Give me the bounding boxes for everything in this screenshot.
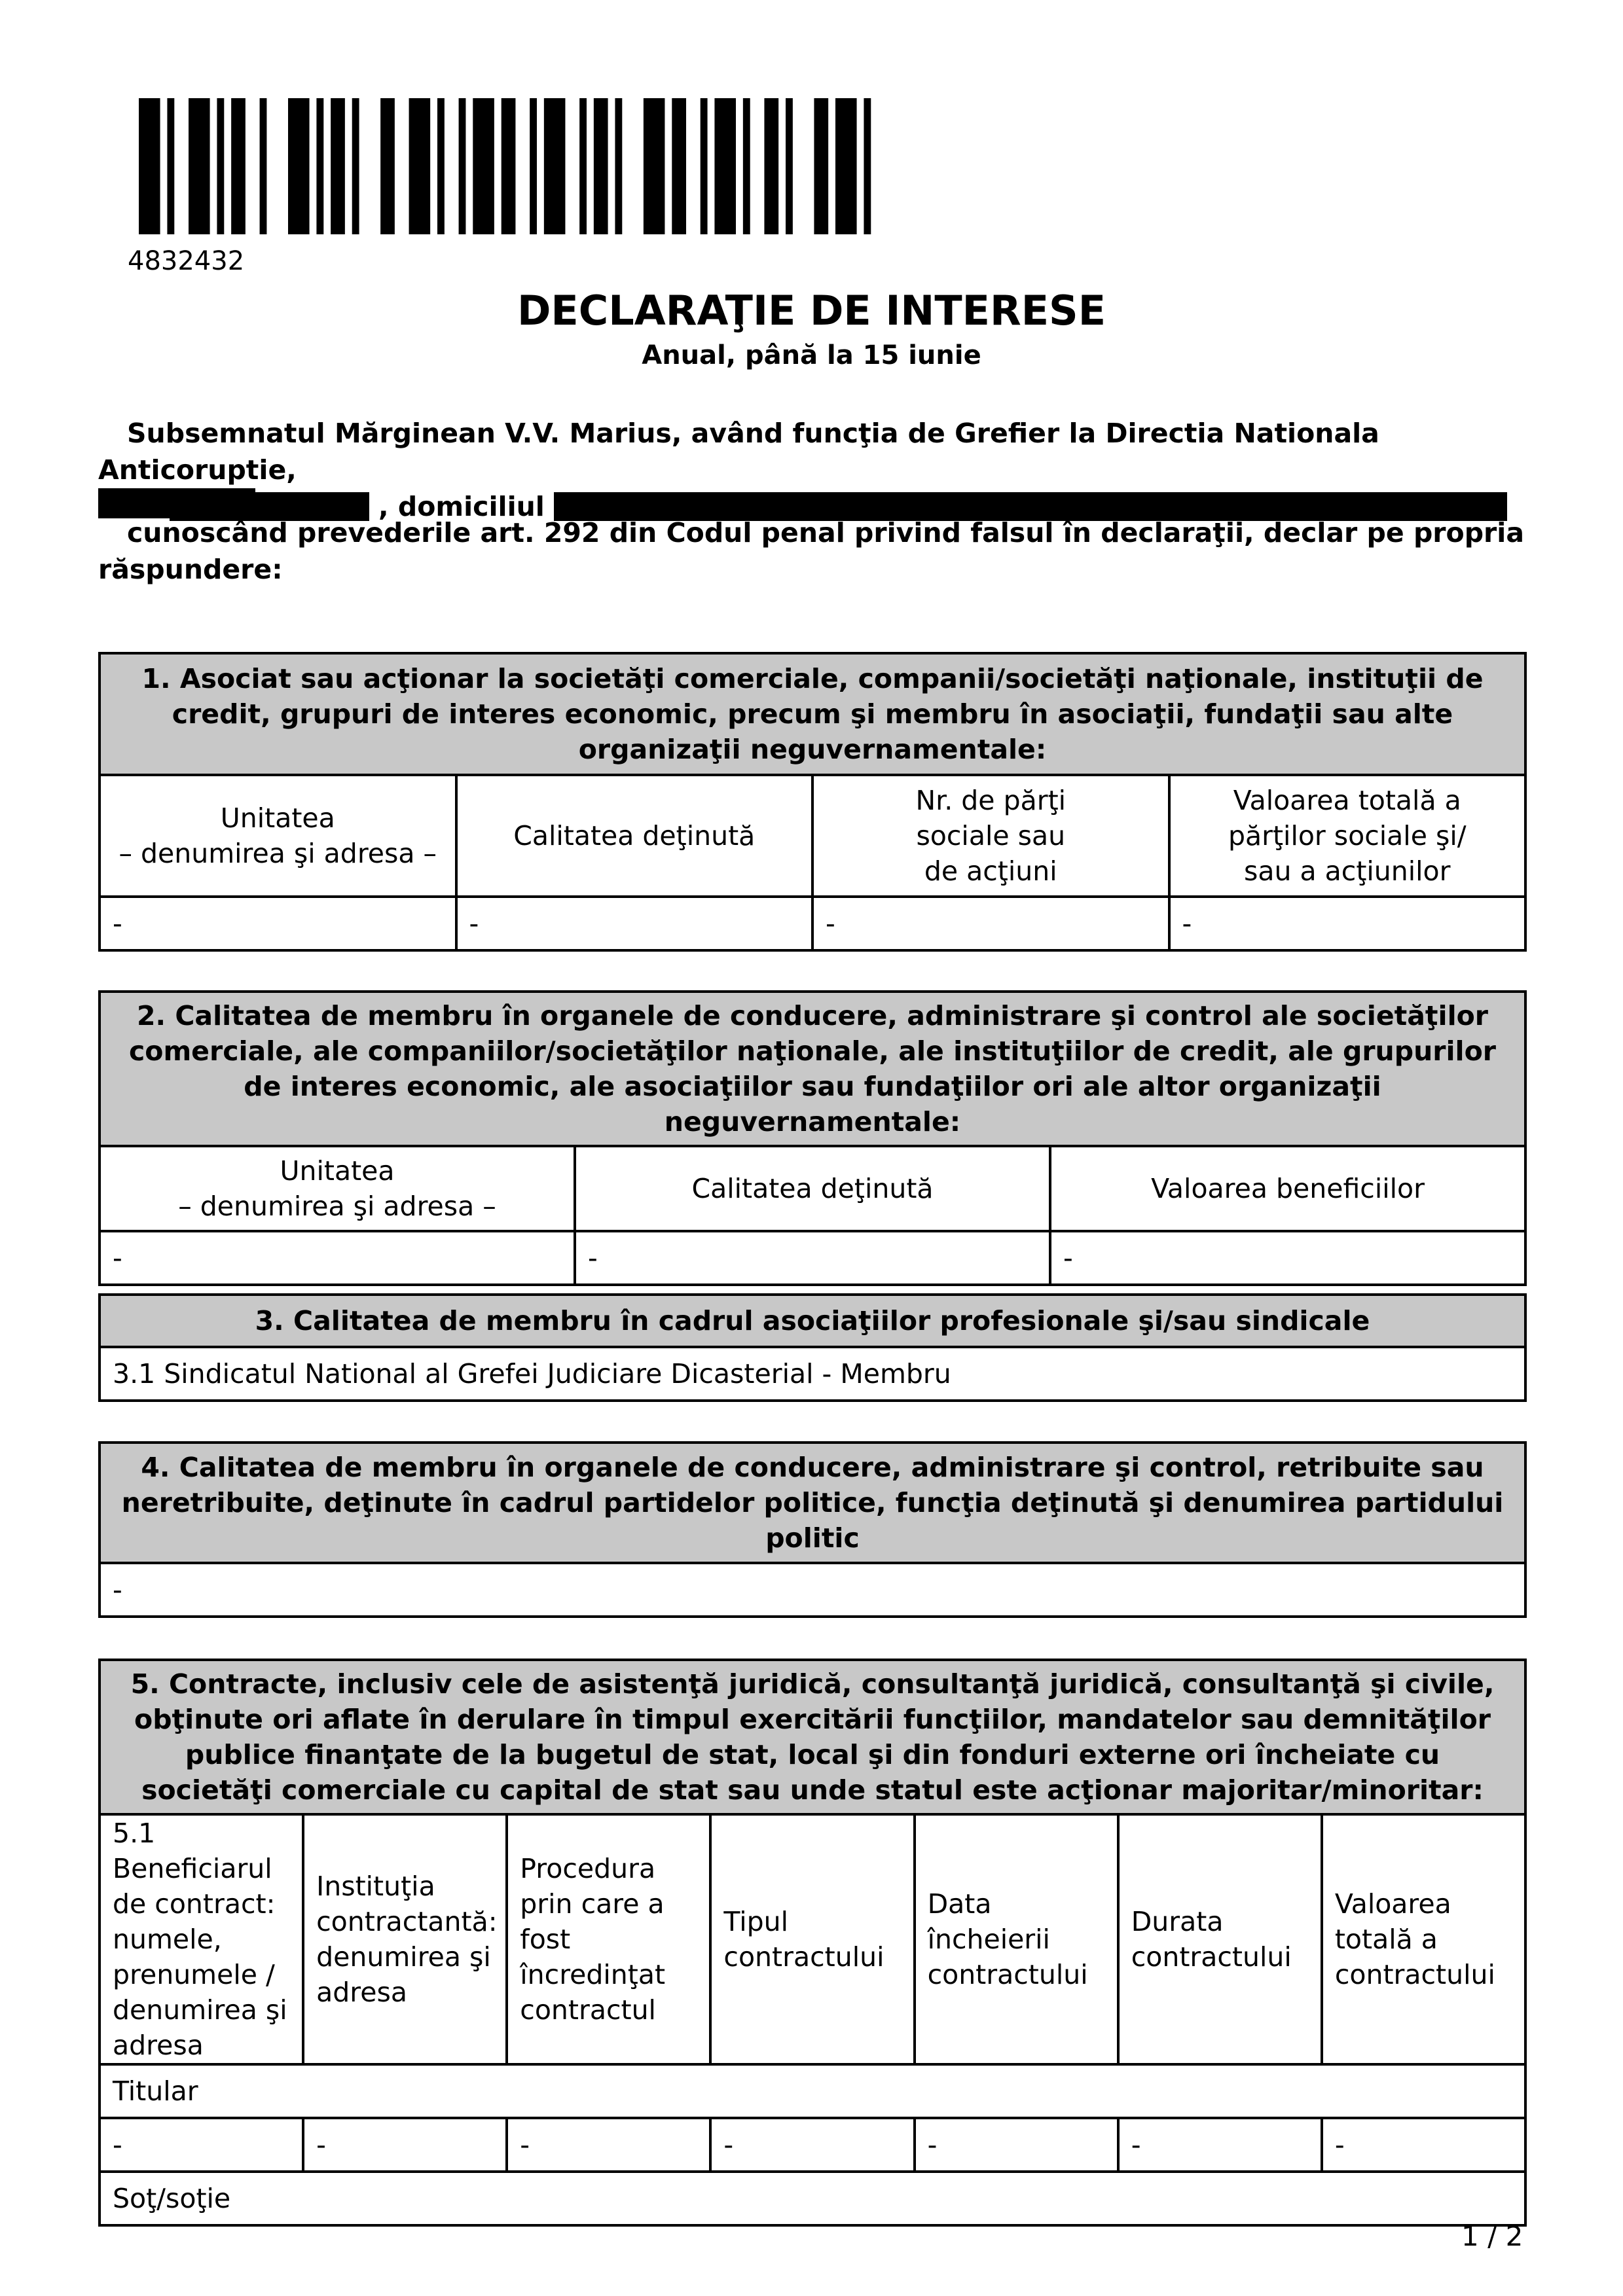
barcode-bar	[544, 98, 566, 234]
s1-col-nr-parti: Nr. de părţi sociale sau de acţiuni	[812, 775, 1169, 897]
barcode-bar	[352, 98, 359, 234]
barcode-number: 4832432	[128, 246, 245, 276]
barcode-bar	[764, 98, 778, 234]
s5-col-tipul: Tipul contractului	[710, 1814, 914, 2064]
intro-paragraph	[98, 415, 1525, 525]
barcode-bar	[615, 98, 622, 234]
barcode-bar	[594, 98, 608, 234]
barcode-bar	[316, 98, 323, 234]
s2-col-calitatea: Calitatea deţinută	[575, 1146, 1050, 1231]
section-1-table	[98, 652, 1527, 952]
barcode-bar	[864, 98, 871, 234]
s2-cell: -	[1050, 1231, 1525, 1285]
section-3-title: 3. Calitatea de membru în cadrul asociaţiilor profesionale şi/sau sindicale	[100, 1295, 1525, 1347]
barcode-bar	[701, 98, 708, 234]
s5-cell: -	[1322, 2118, 1525, 2172]
document-title: DECLARAŢIE DE INTERESE	[517, 287, 1106, 334]
barcode-bar	[644, 98, 665, 234]
s4-row: -	[100, 1563, 1525, 1617]
intro-line1: Subsemnatul Mărginean V.V. Marius, având funcţia de Grefier la Directia Nationala Anticoruptie,	[98, 418, 1379, 486]
barcode-bar	[260, 98, 267, 234]
intro-line2: cunoscând prevederile art. 292 din Codul penal privind falsul în declaraţii, declar pe propria răspundere:	[98, 517, 1524, 585]
barcode-bar	[814, 98, 828, 234]
s5-cell: -	[100, 2118, 303, 2172]
section-2-table	[98, 990, 1527, 1286]
barcode-bar	[835, 98, 857, 234]
barcode-bar	[189, 98, 210, 234]
section-3-table	[98, 1293, 1527, 1402]
s1-cell: -	[812, 897, 1169, 950]
s2-cell: -	[100, 1231, 575, 1285]
s5-col-procedura: Procedura prin care a fost încredinţat contractul	[507, 1814, 710, 2064]
section-2-title: 2. Calitatea de membru în organele de conducere, administrare şi control ale societăţilor comerciale, ale companiilor/societăţilor naţionale, ale instituţiilor de credit, ale grupurilor de interes economic, ale asociaţiilor sau fundaţiilor ori ale altor organizaţii neguvernamentale:	[100, 992, 1525, 1146]
s5-col-institutia: Instituţia contractantă: denumirea şi adresa	[303, 1814, 507, 2064]
s1-col-valoarea: Valoarea totală a părţilor sociale şi/ sau a acţiunilor	[1169, 775, 1526, 897]
s5-cell: -	[507, 2118, 710, 2172]
section-1-title: 1. Asociat sau acţionar la societăţi comerciale, companii/societăţi naţionale, instituţii de credit, grupuri de interes economic, precum şi membru în asociaţii, fundaţii sau alte organizaţii neguvernamentale:	[100, 653, 1525, 775]
s5-sot-label: Soţ/soţie	[100, 2172, 1525, 2225]
section-4-table	[98, 1441, 1527, 1618]
barcode-bar	[409, 98, 431, 234]
s2-cell: -	[575, 1231, 1050, 1285]
s1-cell: -	[1169, 897, 1526, 950]
section-4-title: 4. Calitatea de membru în organele de conducere, administrare şi control, retribuite sau neretribuite, deţinute în cadrul partidelor politice, funcţia deţinută şi denumirea partidului politic	[100, 1443, 1525, 1563]
s1-cell: -	[100, 897, 456, 950]
document-subtitle: Anual, până la 15 iunie	[642, 340, 981, 370]
section-5-table	[98, 1659, 1527, 2227]
page-number: 1 / 2	[1461, 2220, 1523, 2252]
s5-cell: -	[710, 2118, 914, 2172]
barcode-bar	[331, 98, 345, 234]
domiciliu-label: , domiciliul	[378, 491, 545, 522]
s5-col-beneficiar: 5.1 Beneficiarul de contract: numele, prenumele / denumirea şi adresa	[100, 1814, 303, 2064]
s5-cell: -	[915, 2118, 1118, 2172]
s5-cell: -	[303, 2118, 507, 2172]
s2-col-unitatea: Unitatea – denumirea şi adresa –	[100, 1146, 575, 1231]
s1-cell: -	[456, 897, 813, 950]
s1-col-calitatea: Calitatea deţinută	[456, 775, 813, 897]
barcode-bar	[501, 98, 516, 234]
barcode-bar	[743, 98, 750, 234]
s5-cell: -	[1118, 2118, 1322, 2172]
intro-declaration	[98, 514, 1525, 588]
barcode	[139, 98, 885, 234]
s5-titular-label: Titular	[100, 2064, 1525, 2118]
s5-col-durata: Durata contractului	[1118, 1814, 1322, 2064]
barcode-bar	[437, 98, 445, 234]
s5-col-data: Data încheierii contractului	[915, 1814, 1118, 2064]
s1-col-unitatea: Unitatea – denumirea şi adresa –	[100, 775, 456, 897]
barcode-bar	[579, 98, 587, 234]
barcode-bar	[380, 98, 395, 234]
barcode-bar	[714, 98, 736, 234]
s3-row: 3.1 Sindicatul National al Grefei Judiciare Dicasterial - Membru	[100, 1347, 1525, 1401]
barcode-bar	[459, 98, 466, 234]
barcode-bar	[288, 98, 310, 234]
barcode-bar	[217, 98, 224, 234]
barcode-bar	[473, 98, 494, 234]
s5-col-valoarea: Valoarea totală a contractului	[1322, 1814, 1525, 2064]
barcode-bar	[139, 98, 160, 234]
s2-col-valoarea: Valoarea beneficiilor	[1050, 1146, 1525, 1231]
section-5-title: 5. Contracte, inclusiv cele de asistenţă juridică, consultanţă juridică, consultanţă şi civile, obţinute ori aflate în derulare în timpul exercitării funcţiilor, mandatelor sau demnităţilor publice finanţate de la bugetul de stat, local şi din fonduri externe ori încheiate cu societăţi comerciale cu capital de stat sau unde statul este acţionar majoritar/minoritar:	[100, 1660, 1525, 1814]
barcode-bar	[530, 98, 537, 234]
barcode-bar	[786, 98, 793, 234]
barcode-bar	[231, 98, 246, 234]
barcode-bar	[167, 98, 174, 234]
barcode-bar	[672, 98, 686, 234]
